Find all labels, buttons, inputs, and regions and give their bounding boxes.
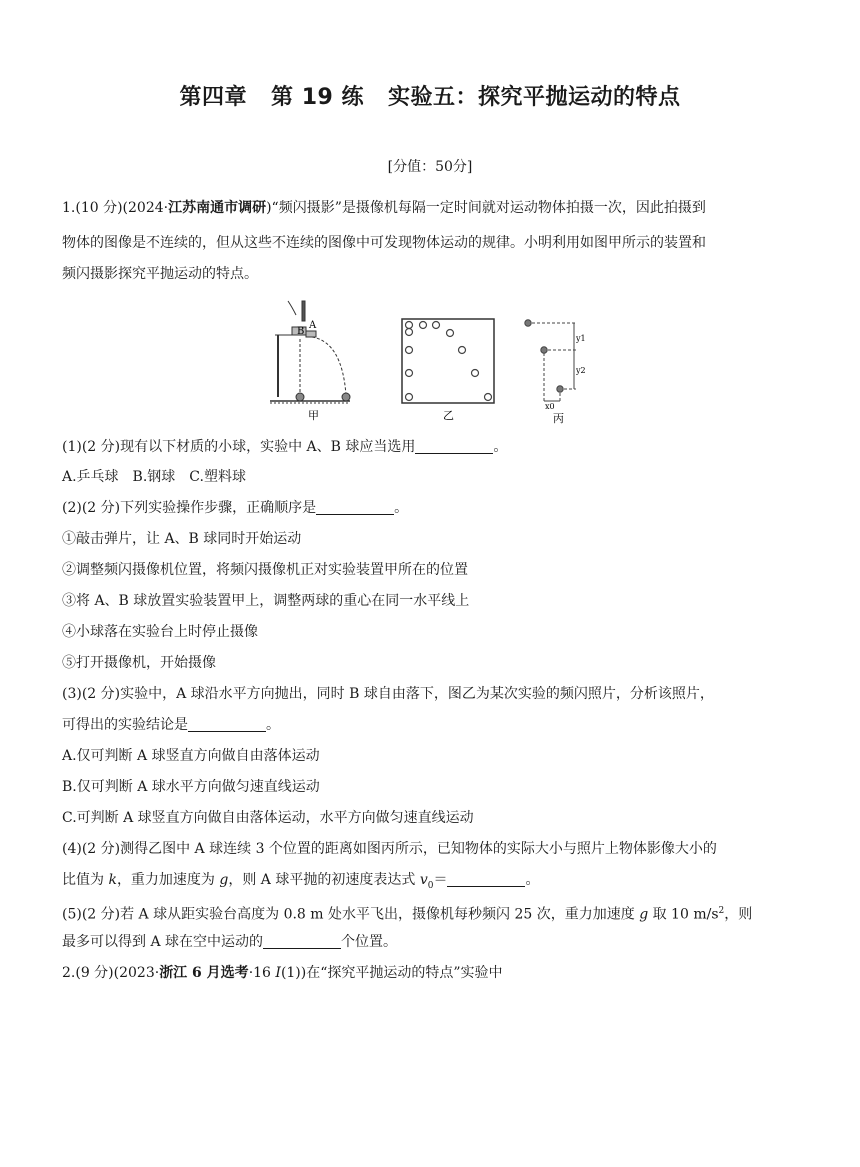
page-title (0, 80, 860, 111)
q1-sub1: (1)(2 分)现有以下材质的小球，实验中 A、B 球应当选用 。 (62, 439, 508, 455)
q1-sub3-option-b: B.仅可判断 A 球水平方向做匀速直线运动 (62, 779, 320, 795)
answer-blank-3[interactable] (188, 715, 266, 732)
experiment-figures (270, 297, 586, 425)
q1-line3: 频闪摄影探究平抛运动的特点。 (62, 266, 258, 282)
figure-group (270, 297, 586, 425)
figure-yi-photo (402, 319, 494, 403)
experiment-label: 实验五：探究平抛运动的特点 (387, 85, 681, 110)
q2-line1: 2.(9 分)(2023·浙江 6 月选考·16 Ⅰ(1))在“探究平抛运动的特点”实验中 (62, 965, 503, 981)
label-ball-b: B (297, 326, 305, 337)
step-3: ③将 A、B 球放置实验装置甲上，调整两球的重心在同一水平线上 (62, 593, 470, 609)
answer-blank-5[interactable] (263, 932, 341, 949)
answer-blank-1[interactable] (415, 437, 493, 454)
q1-line2: 物体的图像是不连续的，但从这些不连续的图像中可发现物体运动的规律。小明利用如图甲所示的装置和 (62, 235, 706, 251)
label-y1: y1 (576, 334, 586, 343)
answer-blank-2[interactable] (316, 498, 394, 515)
label-yi: 乙 (443, 409, 454, 422)
q1-line1: 1.(10 分)(2024·江苏南通市调研)“频闪摄影”是摄像机每隔一定时间就对运动物体拍摄一次，因此拍摄到 (62, 200, 706, 216)
answer-blank-4[interactable] (447, 870, 525, 887)
q1-sub3-option-a: A.仅可判断 A 球竖直方向做自由落体运动 (62, 748, 320, 764)
q1-sub4-line1: (4)(2 分)测得乙图中 A 球连续 3 个位置的距离如图丙所示，已知物体的实际大小与照片上物体影像大小的 (62, 841, 717, 857)
q1-source: 江苏南通市调研 (168, 200, 267, 216)
q1-sub4-line2: 比值为 k，重力加速度为 g，则 A 球平抛的初速度表达式 $v_0=$ 。 (62, 872, 540, 891)
q2-source: 浙江 6 月选考 (159, 965, 249, 981)
q1-sub3-line2: 可得出的实验结论是 。 (62, 717, 280, 733)
figure-bing-measurement (525, 320, 576, 401)
step-5: ⑤打开摄像机，开始摄像 (62, 655, 216, 671)
step-1: ①敲击弹片，让 A、B 球同时开始运动 (62, 531, 302, 547)
figure-jia-apparatus (270, 301, 350, 403)
step-2: ②调整频闪摄像机位置，将频闪摄像机正对实验装置甲所在的位置 (62, 562, 468, 578)
score-value: [分值：50分] (387, 159, 473, 175)
label-bing: 丙 (553, 412, 564, 425)
chapter-label: 第四章 (179, 85, 248, 110)
q1-sub5-line1: (5)(2 分)若 A 球从距实验台高度为 0.8 m 处水平飞出，摄像机每秒频闪 25 次，重力加速度 g 取 10 $m/s^2$，则 (62, 906, 753, 923)
q1-sub2: (2)(2 分)下列实验操作步骤，正确顺序是 。 (62, 500, 409, 516)
label-x0: x0 (545, 402, 555, 411)
q1-sub1-options: A.乒乓球 B.钢球 C.塑料球 (62, 469, 246, 485)
q1-sub3-option-c: C.可判断 A 球竖直方向做自由落体运动，水平方向做匀速直线运动 (62, 810, 474, 826)
label-ball-a: A (309, 320, 317, 331)
step-4: ④小球落在实验台上时停止摄像 (62, 624, 258, 640)
q1-sub3-line1: (3)(2 分)实验中，A 球沿水平方向抛出，同时 B 球自由落下，图乙为某次实验的频闪照片，分析该照片， (62, 686, 714, 702)
label-y2: y2 (576, 366, 586, 375)
q1-sub5-line2: 最多可以得到 A 球在空中运动的 个位置。 (62, 934, 398, 950)
label-jia: 甲 (308, 409, 319, 422)
exercise-label: 第 19 练 (271, 85, 364, 110)
